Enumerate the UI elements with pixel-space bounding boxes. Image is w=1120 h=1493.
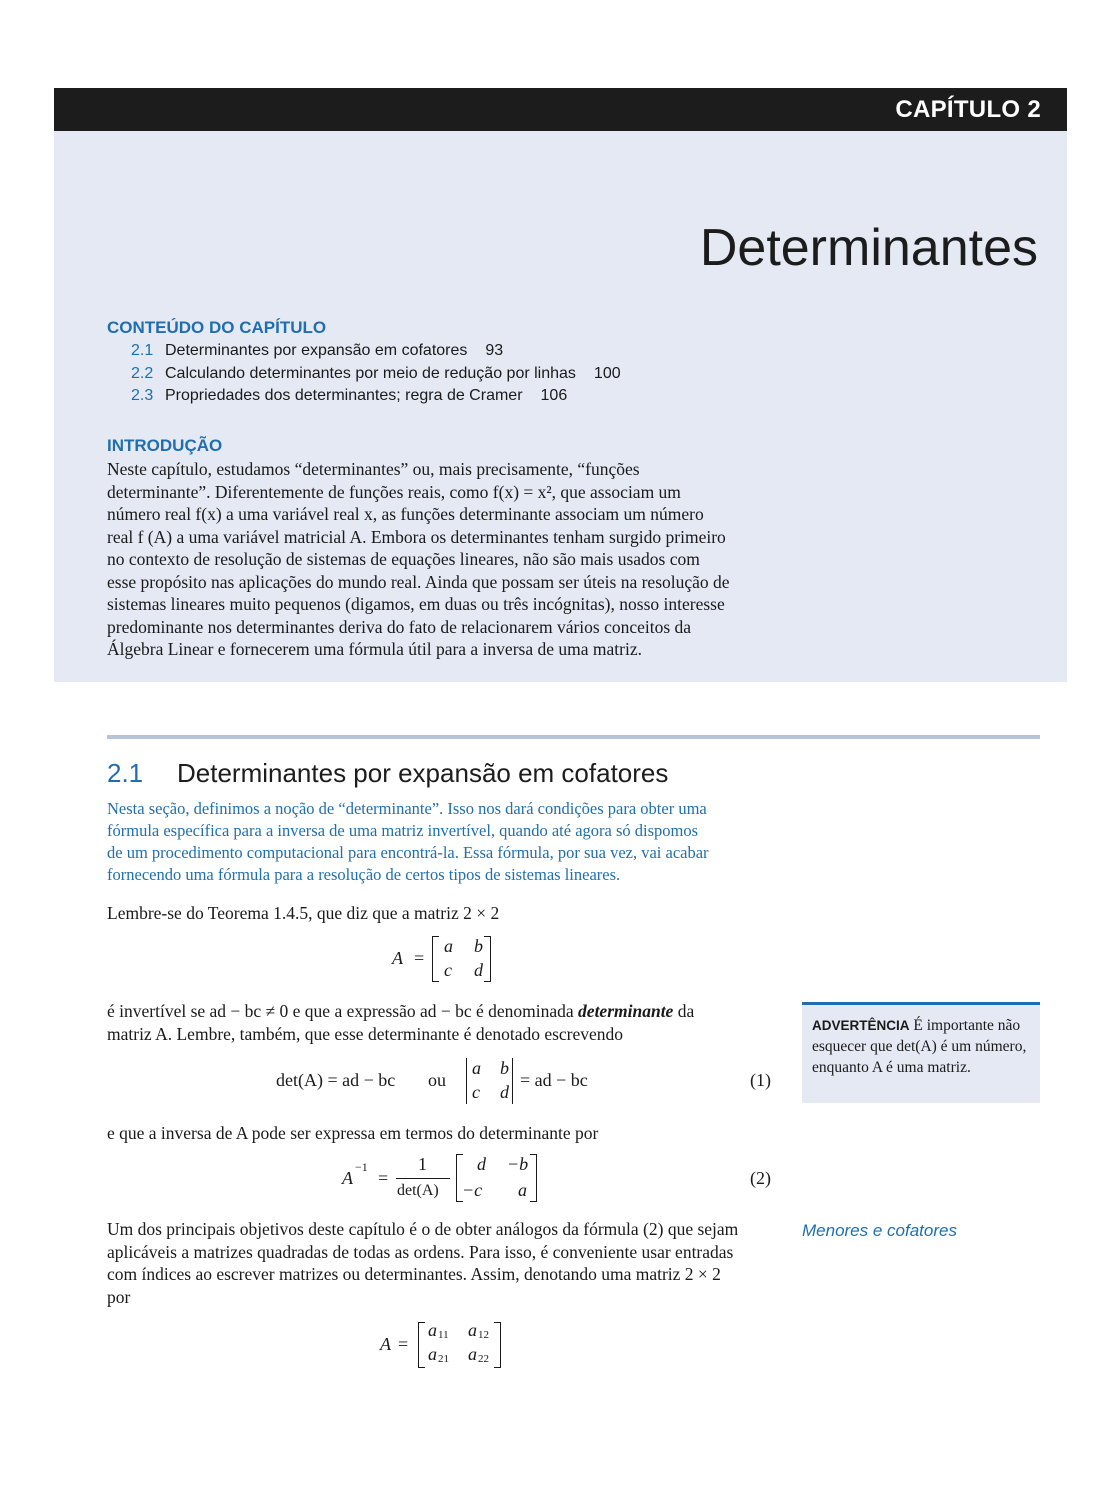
subscript-11: 11 xyxy=(438,1329,449,1341)
text-line: Nesta seção, definimos a noção de “determinante”. Isso nos dará condições para obter uma xyxy=(107,799,707,818)
chapter-bar xyxy=(54,88,1067,131)
text-line: no contexto de resolução de sistemas de equações lineares, não são mais usados com xyxy=(107,549,700,569)
text-line: sistemas lineares muito pequenos (digamos, em duas ou três incógnitas), nosso interesse xyxy=(107,594,725,614)
equals-sign: = xyxy=(414,948,425,968)
paragraph-inverse: e que a inversa de A pode ser expressa em termos do determinante por xyxy=(107,1123,599,1143)
bracket-left xyxy=(432,936,439,982)
text-fragment: da xyxy=(677,1001,695,1021)
entry-neg-c: −c xyxy=(462,1180,483,1200)
entry-a: a xyxy=(472,1058,481,1078)
text-line: esse propósito nas aplicações do mundo real. Ainda que possam ser úteis na resolução de xyxy=(107,571,730,592)
text-line: Um dos principais objetivos deste capítulo é o de obter análogos da fórmula (2) que sejam xyxy=(107,1219,739,1239)
entry-b: b xyxy=(500,1058,509,1078)
toc-title: Calculando determinantes por meio de redução por linhas xyxy=(165,365,576,382)
paragraph-objectives xyxy=(107,1218,777,1308)
entry-a12: a xyxy=(468,1320,477,1340)
toc-number: 2.1 xyxy=(131,342,154,359)
entry-d: d xyxy=(500,1082,509,1102)
entry-a: a xyxy=(518,1180,527,1200)
fraction-bar xyxy=(396,1178,450,1179)
section-title: Determinantes por expansão em cofatores xyxy=(177,758,669,788)
matrix-A-indexed xyxy=(378,1320,518,1370)
warning-text: É importante não esquecer que det(A) é um número, enquanto A é uma matriz. xyxy=(812,1017,1027,1076)
toc-page: 93 xyxy=(485,342,504,359)
toc-number: 2.2 xyxy=(131,365,154,382)
section-divider xyxy=(107,735,1040,739)
equals-sign: = xyxy=(378,1168,389,1188)
text-line: Álgebra Linear e fornecerem uma fórmula útil para a inversa de uma matriz. xyxy=(107,639,642,659)
chapter-label: CAPÍTULO 2 xyxy=(895,96,1041,123)
warning-box xyxy=(802,1002,1040,1103)
toc-page: 100 xyxy=(593,365,621,382)
toc-title: Determinantes por expansão em cofatores xyxy=(165,342,468,359)
entry-a22: a xyxy=(468,1344,477,1364)
entry-c: c xyxy=(472,1082,480,1102)
subscript-21: 21 xyxy=(438,1353,449,1365)
entry-neg-b: −b xyxy=(507,1154,529,1174)
warning-content xyxy=(812,1015,1032,1078)
toc-title: Propriedades dos determinantes; regra de Cramer xyxy=(165,387,523,404)
toc-item-2-3[interactable] xyxy=(131,387,567,405)
equals-sign: = xyxy=(398,1334,409,1354)
eq2-number: (2) xyxy=(750,1168,771,1188)
subscript-12: 12 xyxy=(478,1329,489,1341)
symbol-A: A xyxy=(392,948,403,968)
eq2-inverse xyxy=(340,1152,560,1204)
exponent: −1 xyxy=(355,1160,368,1174)
det-bar-right xyxy=(512,1058,513,1104)
text-line: número real f(x) a uma variável real x, as funções determinante associam um número xyxy=(107,504,704,524)
introduction-text xyxy=(107,458,777,661)
eq1-number: (1) xyxy=(750,1070,771,1090)
eq1-or: ou xyxy=(428,1070,446,1090)
entry-a11: a xyxy=(428,1320,437,1340)
text-line: com índices ao escrever matrizes ou determinantes. Assim, denotando uma matriz 2 × 2 xyxy=(107,1264,721,1284)
fraction-numerator: 1 xyxy=(418,1154,427,1174)
text-line: matriz A. Lembre, também, que esse determinante é denotado escrevendo xyxy=(107,1023,624,1044)
toc-item-2-2[interactable] xyxy=(131,365,621,383)
bracket-right xyxy=(494,1322,501,1368)
section-number: 2.1 xyxy=(107,758,144,788)
text-line: aplicáveis a matrizes quadradas de todas as ordens. Para isso, é conveniente usar entradas xyxy=(107,1241,734,1262)
fraction-denominator: det(A) xyxy=(397,1182,439,1199)
section-intro xyxy=(107,798,767,886)
text-line: Neste capítulo, estudamos “determinantes” ou, mais precisamente, “funções xyxy=(107,459,640,479)
subscript-22: 22 xyxy=(478,1353,489,1365)
entry-b: b xyxy=(474,936,483,956)
introduction-heading: INTRODUÇÃO xyxy=(107,436,223,455)
eq1-lhs: det(A) = ad − bc xyxy=(276,1070,396,1090)
bracket-left xyxy=(418,1322,425,1368)
warning-label: ADVERTÊNCIA xyxy=(812,1018,910,1033)
entry-d: d xyxy=(477,1154,486,1174)
eq1-rhs: = ad − bc xyxy=(520,1070,588,1090)
text-fragment: é invertível se ad − bc ≠ 0 e que a expressão ad − bc é denominada xyxy=(107,1001,574,1021)
entry-a: a xyxy=(444,936,453,956)
eq1-determinant xyxy=(462,1058,622,1106)
toc-page: 106 xyxy=(540,387,568,404)
margin-note-minors: Menores e cofatores xyxy=(802,1221,957,1240)
text-line: fornecendo uma fórmula para a resolução de certos tipos de sistemas lineares. xyxy=(107,865,621,884)
bracket-right xyxy=(484,936,491,982)
text-line: real f (A) a uma variável matricial A. Embora os determinantes tenham surgido primeiro xyxy=(107,526,726,547)
det-bar-left xyxy=(466,1058,467,1104)
entry-a21: a xyxy=(428,1344,437,1364)
symbol-A: A xyxy=(380,1334,391,1354)
symbol-A: A xyxy=(342,1168,353,1188)
term-determinante: determinante xyxy=(578,1001,674,1021)
entry-d: d xyxy=(474,960,483,980)
paragraph-theorem: Lembre-se do Teorema 1.4.5, que diz que a matriz 2 × 2 xyxy=(107,903,500,923)
text-line: predominante nos determinantes deriva do fato de relacionarem vários conceitos da xyxy=(107,616,692,637)
paragraph-invertible xyxy=(107,1000,777,1045)
toc-item-2-1[interactable] xyxy=(131,342,503,360)
text-line: por xyxy=(107,1286,131,1307)
chapter-title: Determinantes xyxy=(699,219,1038,277)
bracket-right xyxy=(530,1154,537,1202)
entry-c: c xyxy=(444,960,452,980)
text-line: de um procedimento computacional para encontrá-la. Essa fórmula, por sua vez, vai acabar xyxy=(107,843,709,862)
text-line: fórmula específica para a inversa de uma matriz invertível, quando até agora só dispomos xyxy=(107,821,699,840)
matrix-A xyxy=(380,936,530,984)
text-line: determinante”. Diferentemente de funções reais, como f(x) = x², que associam um xyxy=(107,481,681,502)
contents-heading: CONTEÚDO DO CAPÍTULO xyxy=(107,318,327,337)
toc-number: 2.3 xyxy=(131,387,154,404)
